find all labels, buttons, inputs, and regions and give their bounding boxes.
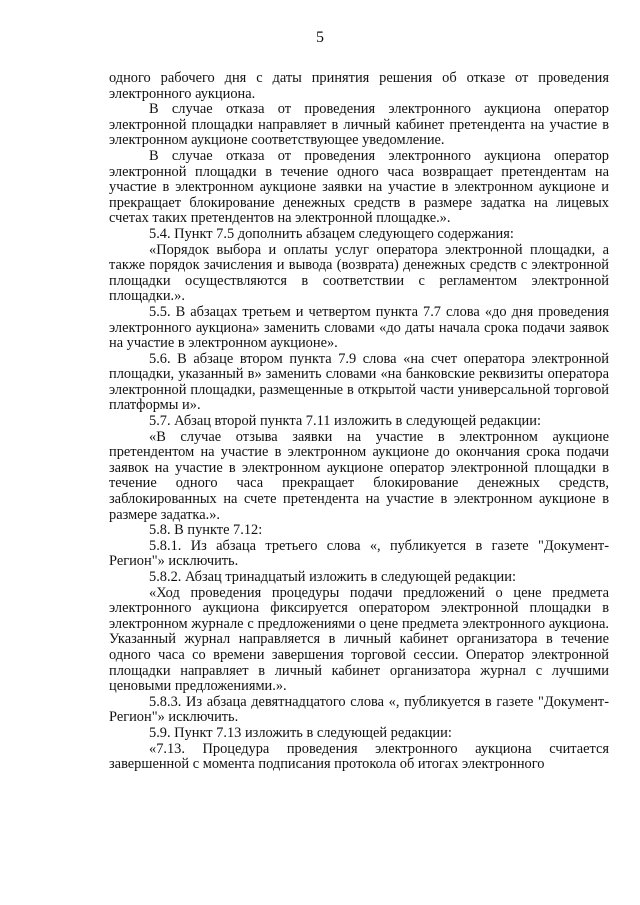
paragraph: «7.13. Процедура проведения электронного аукциона считается завершенной с момента подписания протокола об итогах электронного [109, 740, 609, 773]
paragraph: 5.7. Абзац второй пункта 7.11 изложить в следующей редакции: [149, 413, 541, 430]
paragraph: 5.5. В абзацах третьем и четвертом пункта 7.7 слова «до дня проведения электронного аукциона» заменить словами «до даты начала срока подачи заявок на участие в электронном аукционе». [109, 303, 609, 352]
paragraph: «Ход проведения процедуры подачи предложений о цене предмета электронного аукциона фиксируется оператором электронной площадки в электронном журнале с предложениями о цене предмета электронного аукциона. Указанный журнал направляется в личный кабинет организатора в течение одного часа со времени завершения торговой сессии. Оператор электронной площадки направляет в личный кабинет организатора журнал с лучшими ценовыми предложениями.». [109, 584, 609, 695]
paragraph: 5.8.1. Из абзаца третьего слова «, публикуется в газете "Документ-Регион"» исключить. [109, 537, 609, 570]
paragraph: В случае отказа от проведения электронного аукциона оператор электронной площадки в течение одного часа возвращает претендентам на участие в электронном аукционе заявки на участие в электронном аукционе и прекращает блокирование денежных средств в размере задатка на лицевых счетах таких претендентов на электронной площадке.». [109, 147, 609, 227]
paragraph: 5.8.3. Из абзаца девятнадцатого слова «, публикуется в газете "Документ-Регион"» исключить. [109, 693, 609, 726]
paragraph: одного рабочего дня с даты принятия решения об отказе от проведения электронного аукциона. [109, 70, 609, 102]
paragraph: 5.6. В абзаце втором пункта 7.9 слова «на счет оператора электронной площадки, указанный в» заменить словами «на банковские реквизиты оператора электронной площадки, размещенные в открытой части универсальной торговой платформы и». [109, 350, 609, 414]
page-number: 5 [316, 29, 324, 46]
paragraph: 5.4. Пункт 7.5 дополнить абзацем следующего содержания: [149, 225, 514, 242]
document-body [109, 71, 609, 773]
paragraph: 5.8. В пункте 7.12: [149, 522, 263, 539]
paragraph: 5.8.2. Абзац тринадцатый изложить в следующей редакции: [149, 569, 516, 585]
paragraph: «Порядок выбора и оплаты услуг оператора электронной площадки, а также порядок зачисления и вывода (возврата) денежных средств с электронной площадки осуществляются в соответствии с регламентом электронной площадки.». [109, 241, 609, 305]
paragraph: 5.9. Пункт 7.13 изложить в следующей редакции: [149, 724, 452, 741]
paragraph: В случае отказа от проведения электронного аукциона оператор электронной площадки направляет в личный кабинет претендента на участие в электронном аукционе соответствующее уведомление. [109, 101, 609, 149]
paragraph: «В случае отзыва заявки на участие в электронном аукционе претендентом на участие в электронном аукционе до окончания срока подачи заявок на участие в электронном аукционе оператор электронной площадки в течение одного часа прекращает блокирование денежных средств, заблокированных на счете претендента на участие в электронном аукционе в размере задатка.». [109, 428, 609, 523]
